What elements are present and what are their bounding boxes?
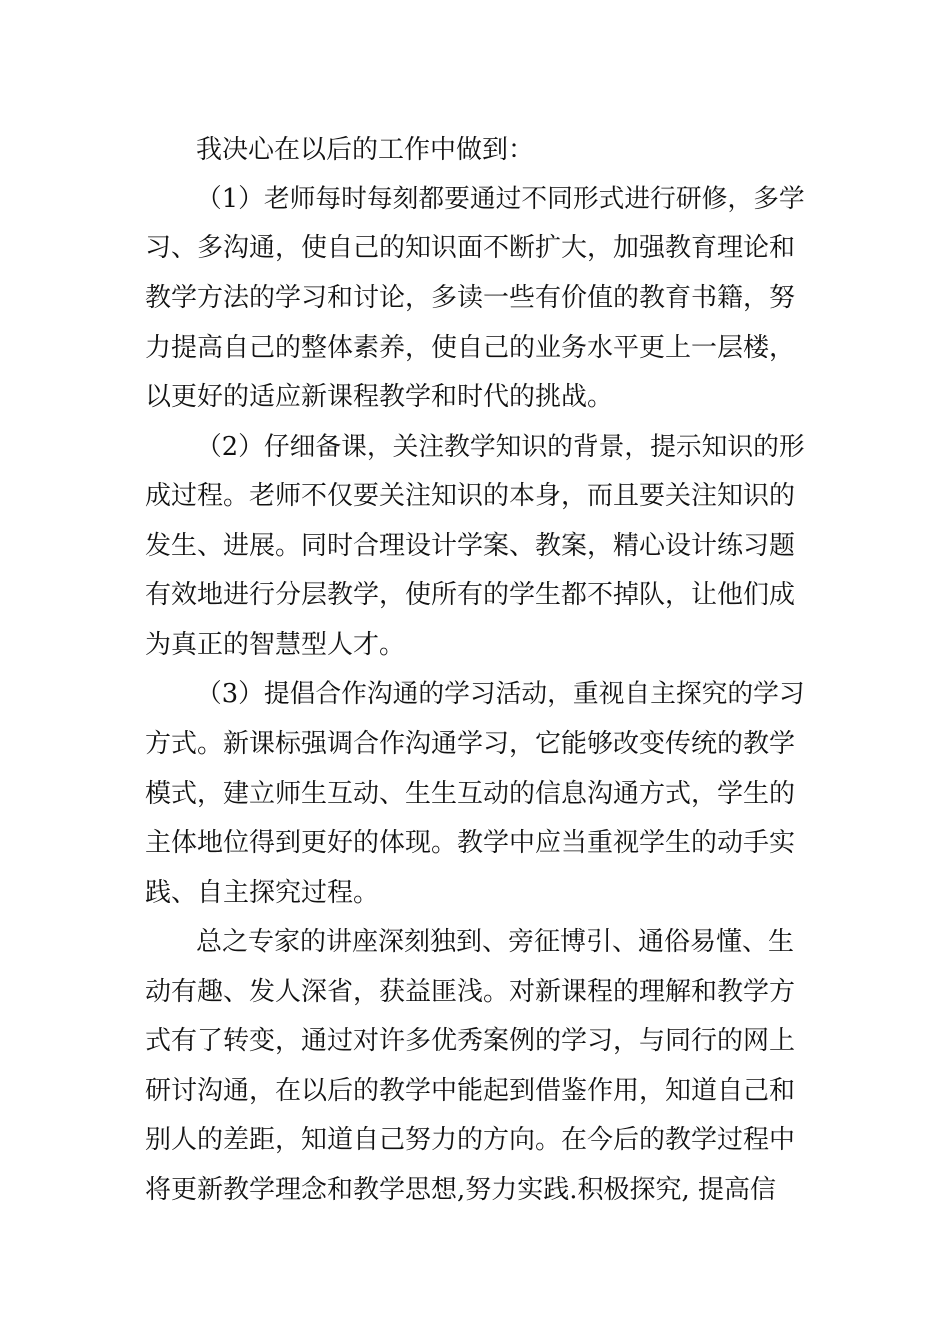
text-line: 主体地位得到更好的体现。教学中应当重视学生的动手实 xyxy=(145,828,796,858)
text-line: 我决心在以后的工作中做到： xyxy=(196,135,535,165)
text-line: 将更新教学理念和教学思想,努力实践.积极探究, 提高信 xyxy=(145,1175,777,1205)
text-line: 别人的差距，知道自己努力的方向。在今后的教学过程中 xyxy=(145,1125,796,1155)
text-line: 方式。新课标强调合作沟通学习，它能够改变传统的教学 xyxy=(145,729,796,759)
text-line: 以更好的适应新课程教学和时代的挑战。 xyxy=(145,382,614,412)
text-line: 习、多沟通，使自己的知识面不断扩大，加强教育理论和 xyxy=(145,233,796,263)
text-line: 为真正的智慧型人才。 xyxy=(145,630,406,660)
text-line: （1）老师每时每刻都要通过不同形式进行研修，多学 xyxy=(196,184,805,214)
text-line: 践、自主探究过程。 xyxy=(145,878,380,908)
text-line: 式有了转变，通过对许多优秀案例的学习，与同行的网上 xyxy=(145,1026,796,1056)
text-line: （2）仔细备课，关注教学知识的背景，提示知识的形 xyxy=(196,432,805,462)
text-line: 总之专家的讲座深刻独到、旁征博引、通俗易懂、生 xyxy=(196,927,795,957)
text-line: （3）提倡合作沟通的学习活动，重视自主探究的学习 xyxy=(196,679,805,709)
text-line: 研讨沟通，在以后的教学中能起到借鉴作用，知道自己和 xyxy=(145,1076,796,1106)
text-line: 有效地进行分层教学，使所有的学生都不掉队，让他们成 xyxy=(145,580,796,610)
text-line: 模式，建立师生互动、生生互动的信息沟通方式，学生的 xyxy=(145,779,796,809)
text-line: 动有趣、发人深省，获益匪浅。对新课程的理解和教学方 xyxy=(145,977,796,1007)
text-line: 教学方法的学习和讨论，多读一些有价值的教育书籍，努 xyxy=(145,283,796,313)
text-line: 成过程。老师不仅要关注知识的本身，而且要关注知识的 xyxy=(145,481,796,511)
text-line: 力提高自己的整体素养，使自己的业务水平更上一层楼， xyxy=(145,333,796,363)
text-line: 发生、进展。同时合理设计学案、教案，精心设计练习题 xyxy=(145,531,796,561)
